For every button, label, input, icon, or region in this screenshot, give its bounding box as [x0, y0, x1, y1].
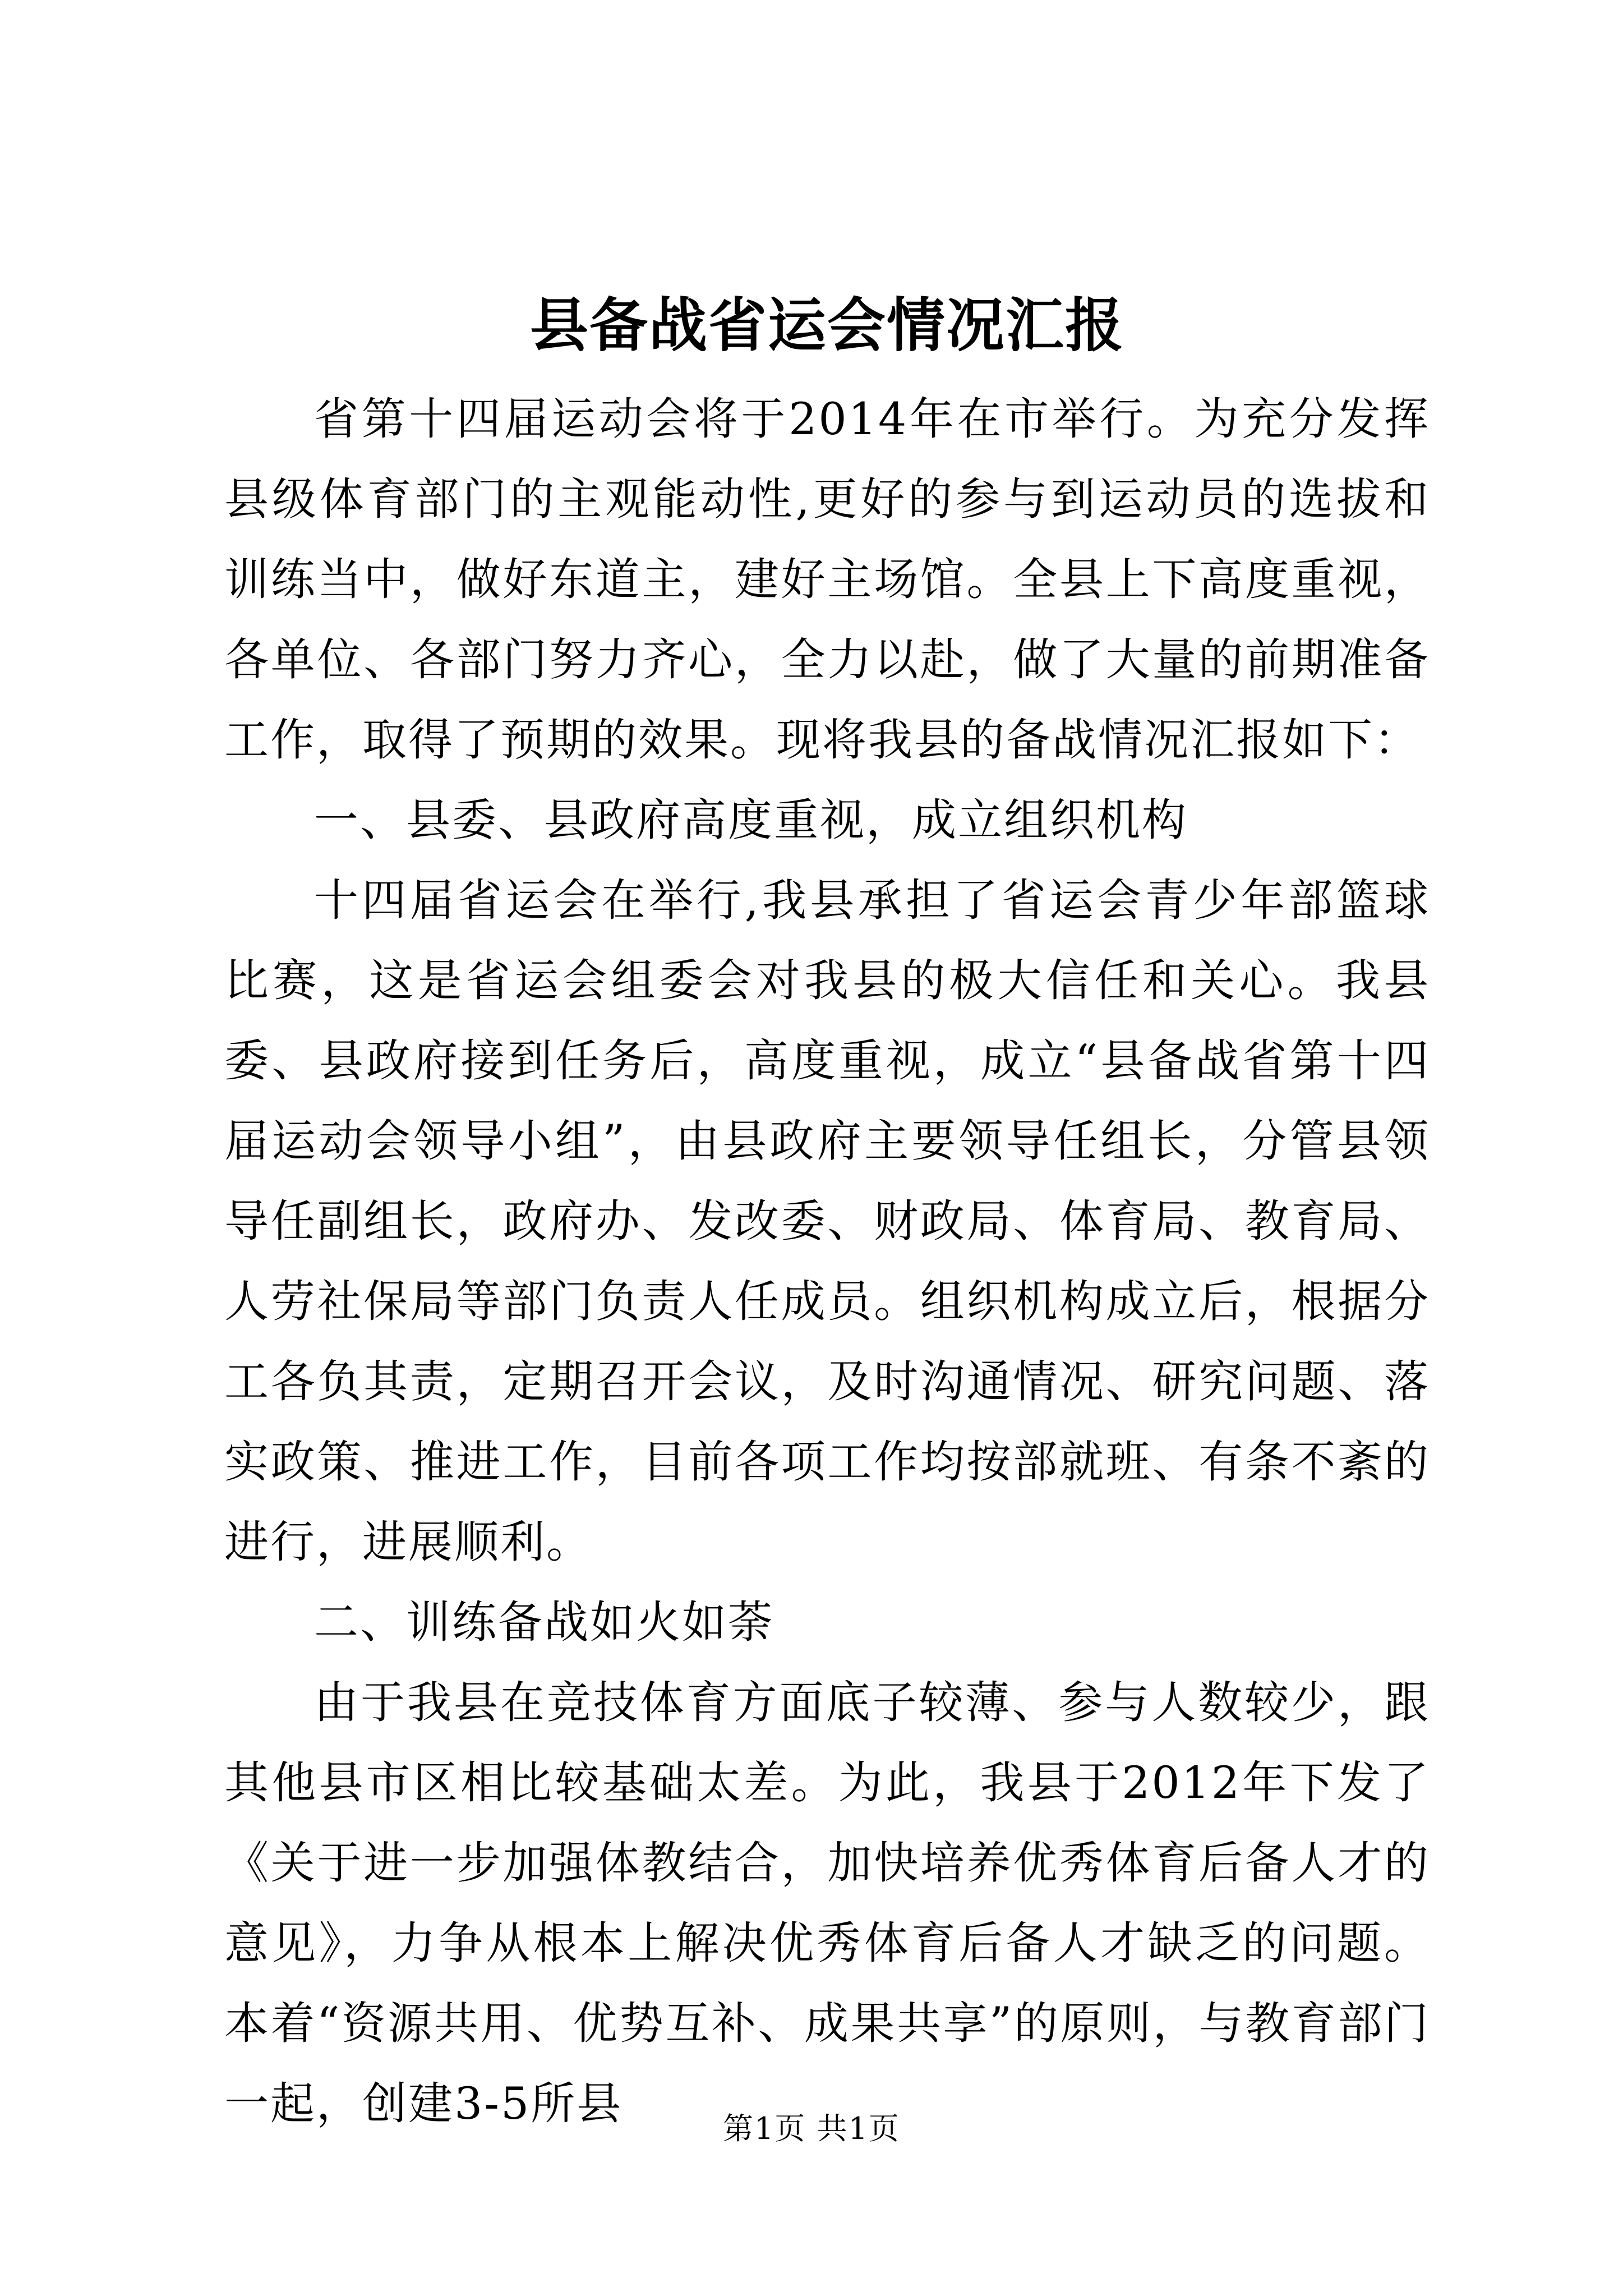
intro-paragraph: 省第十四届运动会将于2014年在市举行。为充分发挥县级体育部门的主观能动性,更好的参与到运动员的选拔和训练当中，做好东道主，建好主场馆。全县上下高度重视，各单位、各部门努力齐心，全力以赴，做了大量的前期准备工作，取得了预期的效果。现将我县的备战情况汇报如下：	[224, 393, 1430, 766]
document-body	[224, 280, 1430, 2144]
section-2-paragraph: 由于我县在竞技体育方面底子较薄、参与人数较少，跟其他县市区相比较基础太差。为此，我县于2012年下发了《关于进一步加强体教结合，加快培养优秀体育后备人才的意见》，力争从根本上解决优秀体育后备人才缺乏的问题。本着“资源共用、优势互补、成果共享”的原则，与教育部门一起，创建3-5所县	[224, 1677, 1430, 2129]
page-number-footer: 第1页 共1页	[723, 2111, 900, 2146]
section-heading-1: 一、县委、县政府高度重视，成立组织机构	[314, 794, 1188, 846]
section-heading-2: 二、训练备战如火如荼	[314, 1596, 774, 1648]
document-title: 县备战省运会情况汇报	[529, 291, 1124, 360]
section-1-paragraph: 十四届省运会在举行,我县承担了省运会青少年部篮球比赛，这是省运会组委会对我县的极大信任和关心。我县委、县政府接到任务后，高度重视，成立“县备战省第十四届运动会领导小组”，由县政府主要领导任组长，分管县领导任副组长，政府办、发改委、财政局、体育局、教育局、人劳社保局等部门负责人任成员。组织机构成立后，根据分工各负其责，定期召开会议，及时沟通情况、研究问题、落实政策、推进工作，目前各项工作均按部就班、有条不紊的进行，进展顺利。	[224, 875, 1430, 1568]
